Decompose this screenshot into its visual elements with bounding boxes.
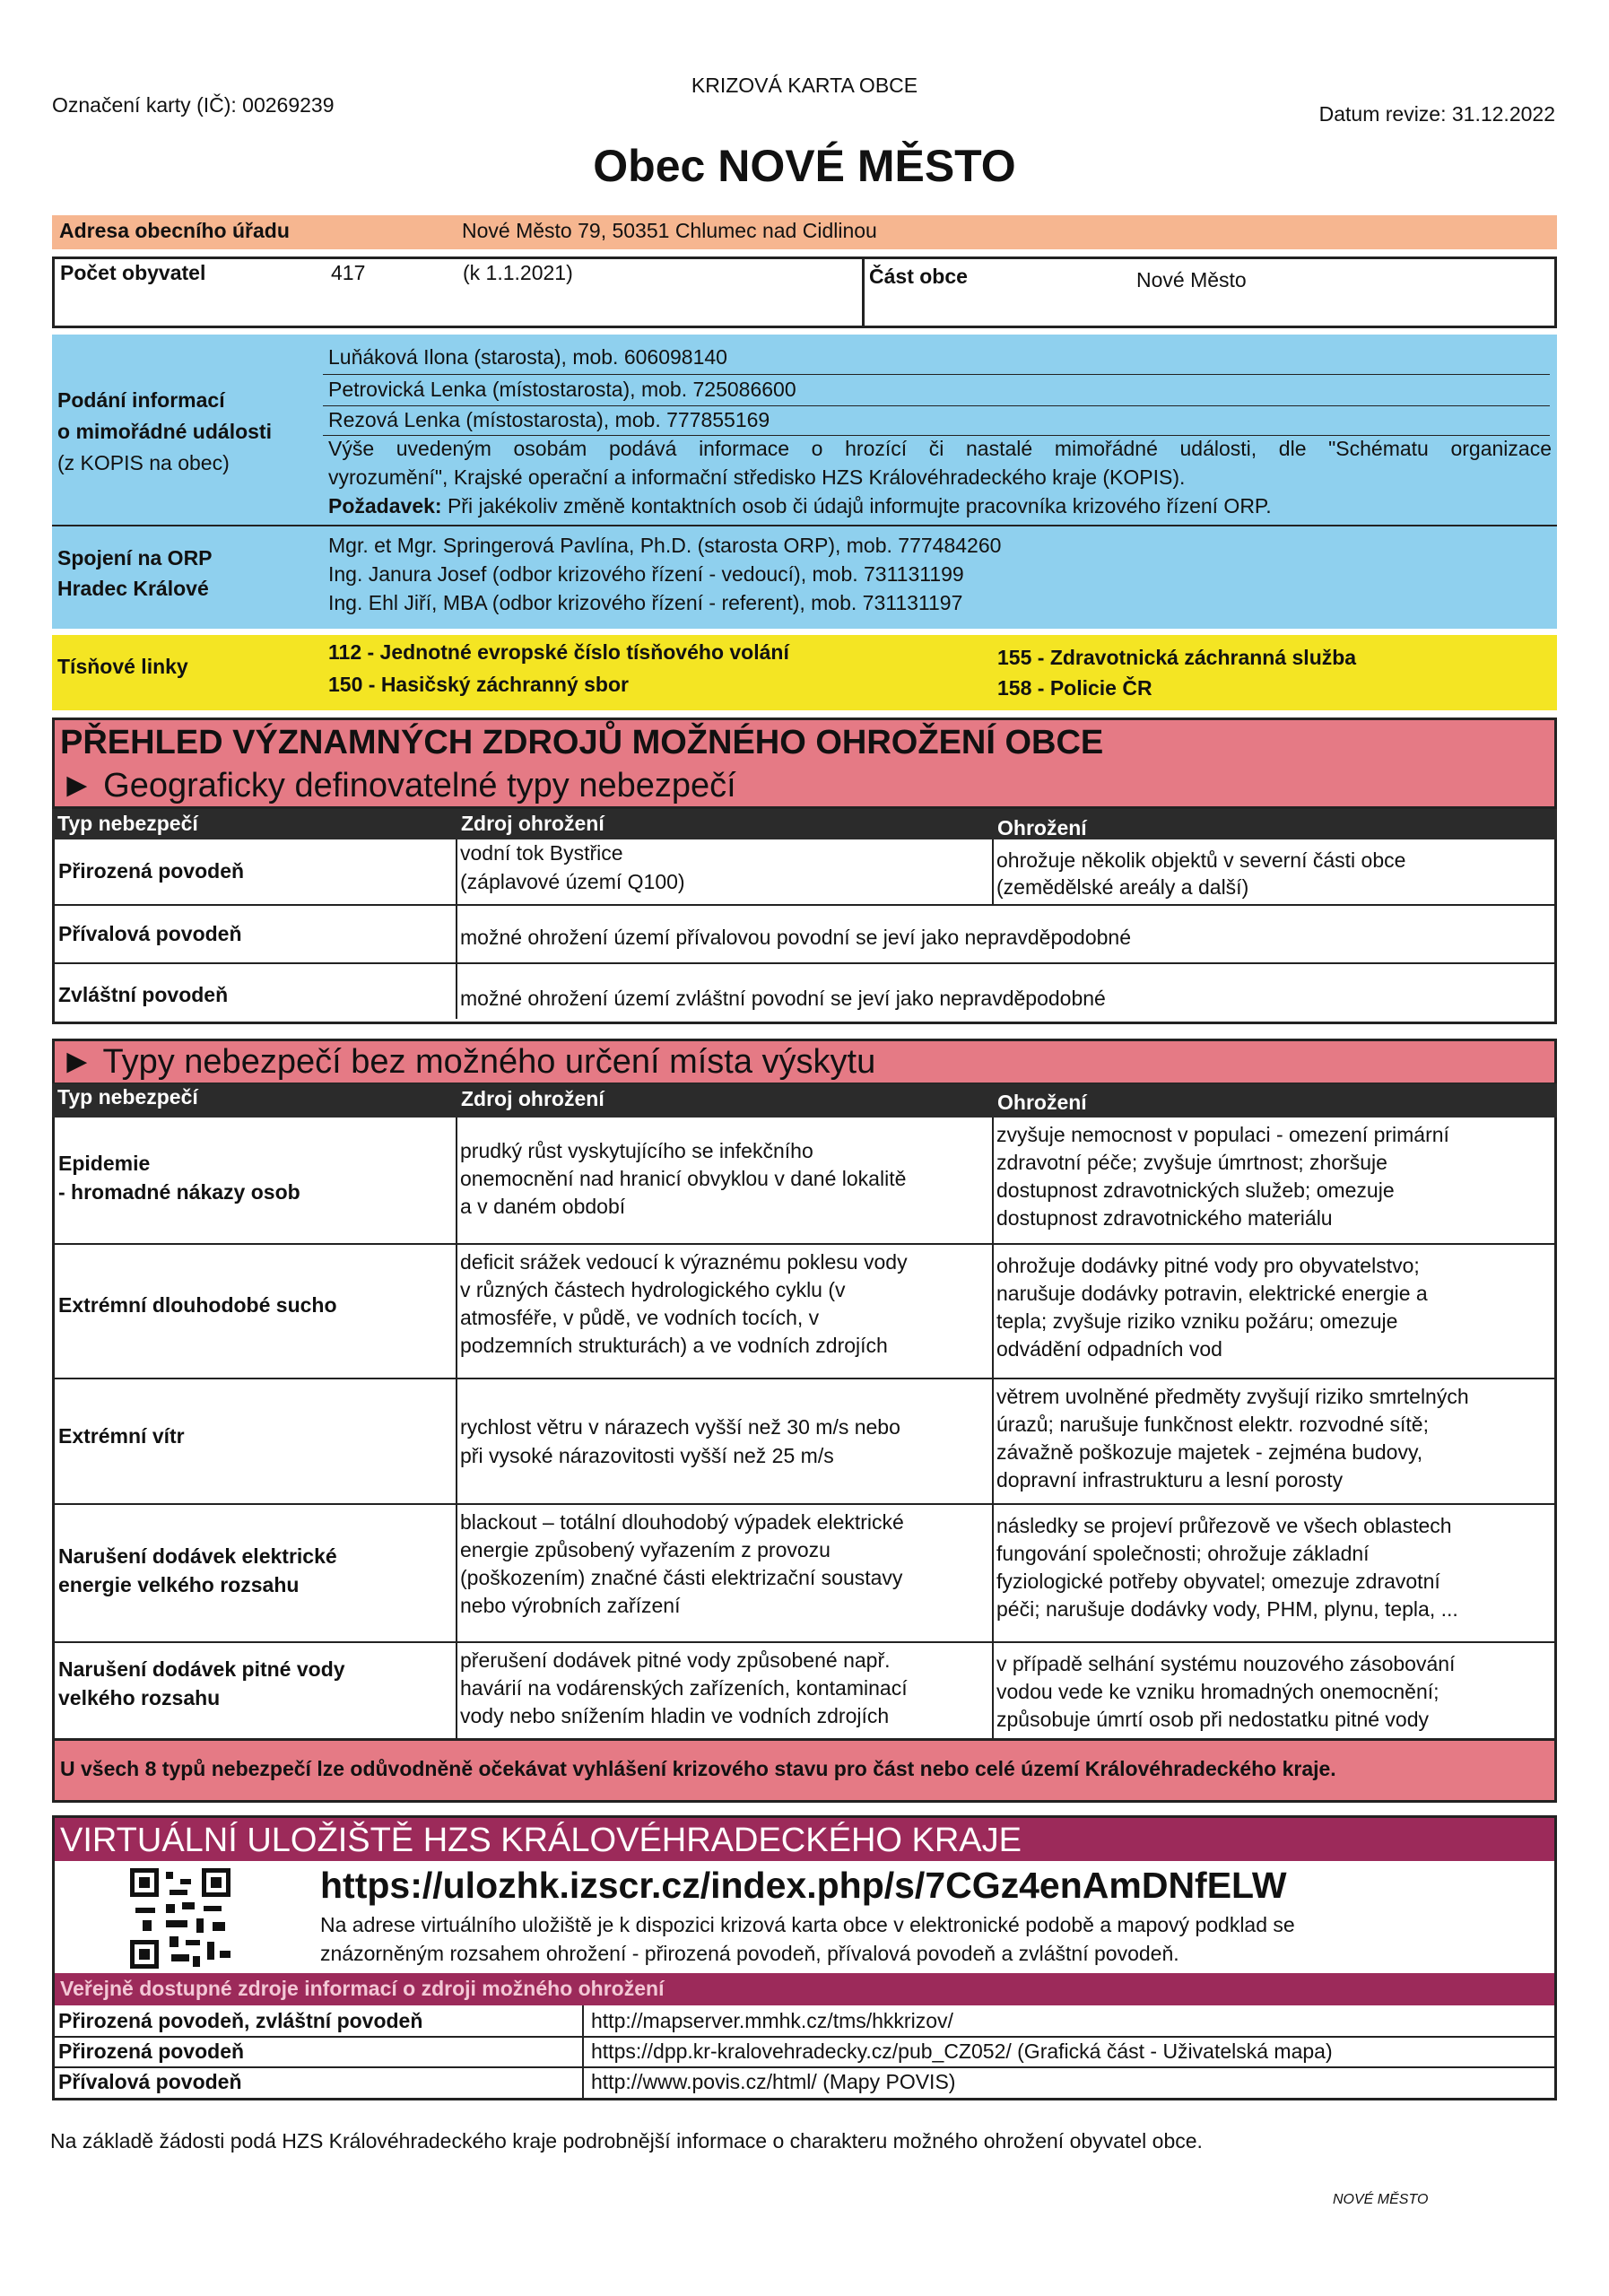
population-count: 417 bbox=[331, 261, 366, 284]
col-threat: Ohrožení bbox=[997, 1091, 1087, 1114]
nonloc-threat: fyziologické potřeby obyvatel; omezuje zdravotní bbox=[996, 1570, 1440, 1593]
request-text: Při jakékoliv změně kontaktních osob či údajů informujte pracovníka krizového řízení ORP. bbox=[441, 494, 1272, 517]
nonloc-threat: fungování společnosti; ohrožuje základní bbox=[996, 1542, 1370, 1565]
address-value: Nové Město 79, 50351 Chlumec nad Cidlinou bbox=[462, 219, 877, 242]
col-source: Zdroj ohrožení bbox=[461, 1087, 604, 1110]
geo-source: vodní tok Bystřice bbox=[460, 841, 623, 865]
nonloc-threat: odvádění odpadních vod bbox=[996, 1337, 1222, 1361]
storage-box bbox=[52, 1815, 1557, 1977]
request-label: Požadavek: bbox=[328, 494, 442, 517]
divider bbox=[55, 1641, 1554, 1643]
geo-type: Přirozená povodeň bbox=[58, 859, 245, 883]
col-source: Zdroj ohrožení bbox=[461, 812, 604, 835]
nonloc-source: prudký růst vyskytujícího se infekčního bbox=[460, 1139, 813, 1162]
nonloc-type: - hromadné nákazy osob bbox=[58, 1180, 300, 1204]
population-box bbox=[52, 257, 1557, 328]
nonloc-threat: zvyšuje nemocnost v populaci - omezení primární bbox=[996, 1123, 1449, 1146]
reporting-label-line: Podání informací bbox=[57, 388, 225, 412]
divider bbox=[456, 1118, 457, 1738]
emergency-line: 112 - Jednotné evropské číslo tísňového volání bbox=[328, 640, 789, 664]
emergency-label: Tísňové linky bbox=[57, 655, 188, 678]
nonloc-threat: vodou vede ke vzniku hromadných onemocnění; bbox=[996, 1680, 1439, 1703]
orp-label bbox=[57, 543, 213, 604]
divider bbox=[55, 962, 1554, 964]
divider bbox=[862, 259, 865, 326]
col-type: Typ nebezpečí bbox=[57, 812, 198, 835]
storage-desc: Na adrese virtuálního uložiště je k dispozici krizová karta obce v elektronické podobě a mapový podklad se bbox=[320, 1913, 1295, 1936]
geo-source: (záplavové území Q100) bbox=[460, 870, 685, 893]
nonloc-source: (poškozením) značné části elektrizační soustavy bbox=[460, 1566, 903, 1589]
divider bbox=[55, 904, 1554, 906]
emergency-box bbox=[52, 635, 1557, 710]
col-threat: Ohrožení bbox=[997, 816, 1087, 839]
geo-threat: ohrožuje několik objektů v severní části obce bbox=[996, 848, 1406, 872]
nonloc-source: při vysoké nárazovitosti vyšší než 25 m/s bbox=[460, 1444, 834, 1467]
nonloc-threat: zdravotní péče; zvyšuje úmrtnost; zhoršuje bbox=[996, 1151, 1387, 1174]
overview-title: PŘEHLED VÝZNAMNÝCH ZDROJŮ MOŽNÉHO OHROŽENÍ OBCE bbox=[60, 724, 1104, 761]
sources-title: Veřejně dostupné zdroje informací o zdroji možného ohrožení bbox=[60, 1977, 665, 2000]
nonloc-source: energie způsobený vyřazením z provozu bbox=[460, 1538, 831, 1561]
divider bbox=[992, 839, 994, 904]
orp-label-line: Hradec Králové bbox=[57, 577, 209, 600]
divider bbox=[55, 1503, 1554, 1505]
part-value: Nové Město bbox=[1136, 268, 1247, 291]
page-title: Obec NOVÉ MĚSTO bbox=[593, 141, 1016, 191]
nonloc-source: rychlost větru v nárazech vyšší než 30 m/s nebo bbox=[460, 1415, 900, 1439]
orp-contact: Ing. Ehl Jiří, MBA (odbor krizového řízení - referent), mob. 731131197 bbox=[328, 591, 963, 614]
reporting-label-line: o mimořádné události bbox=[57, 420, 272, 443]
nonloc-threat: dostupnost zdravotnického materiálu bbox=[996, 1206, 1333, 1230]
nonloc-header bbox=[52, 1039, 1557, 1085]
reporting-note: Výše uvedeným osobám podává informace o hrozící či nastalé mimořádné události, dle "Schématu organizace bbox=[328, 437, 1552, 460]
document-type: KRIZOVÁ KARTA OBCE bbox=[691, 74, 918, 97]
geo-subtitle: ► Geograficky definovatelné typy nebezpečí bbox=[60, 767, 736, 804]
reporting-contact: Petrovická Lenka (místostarosta), mob. 725086600 bbox=[328, 378, 796, 401]
nonloc-source: a v daném období bbox=[460, 1195, 626, 1218]
address-row bbox=[52, 215, 1557, 249]
nonloc-source: podzemních strukturách) a ve vodních zdrojích bbox=[460, 1334, 888, 1357]
address-label: Adresa obecního úřadu bbox=[59, 219, 290, 242]
storage-title: VIRTUÁLNÍ ULOŽIŠTĚ HZS KRÁLOVÉHRADECKÉHO KRAJE bbox=[60, 1822, 1022, 1859]
storage-desc: znázorněným rozsahem ohrožení - přirozená povodeň, přívalová povodeň a zvláštní povodeň. bbox=[320, 1942, 1179, 1965]
geo-threat: (zemědělské areály a další) bbox=[996, 875, 1249, 899]
nonloc-threat: způsobuje úmrtí osob při nedostatku pitné vody bbox=[996, 1708, 1430, 1731]
nonloc-source: přerušení dodávek pitné vody způsobené např. bbox=[460, 1648, 891, 1672]
orp-label-line: Spojení na ORP bbox=[57, 546, 213, 570]
crisis-note: U všech 8 typů nebezpečí lze odůvodněně očekávat vyhlášení krizového stavu pro část nebo celé území Královéhradeckého kraje. bbox=[60, 1757, 1336, 1780]
source-label: Přirozená povodeň bbox=[58, 2039, 245, 2063]
revision-date: Datum revize: 31.12.2022 bbox=[1318, 102, 1555, 126]
nonloc-type: Extrémní dlouhodobé sucho bbox=[58, 1293, 337, 1317]
nonloc-source: atmosféře, v půdě, ve vodních tocích, v bbox=[460, 1306, 820, 1329]
nonloc-threat: v případě selhání systému nouzového zásobování bbox=[996, 1652, 1456, 1675]
nonloc-source: havárií na vodárenských zařízeních, kontaminací bbox=[460, 1676, 908, 1700]
storage-url[interactable]: https://ulozhk.izscr.cz/index.php/s/7CGz4enAmDNfELW bbox=[320, 1865, 1287, 1906]
nonloc-threat: narušuje dodávky potravin, elektrické energie a bbox=[996, 1282, 1428, 1305]
nonloc-source: vody nebo snížením hladin ve vodních zdrojích bbox=[460, 1704, 890, 1727]
source-link[interactable]: http://www.povis.cz/html/ (Mapy POVIS) bbox=[591, 2070, 956, 2093]
nonloc-threat: větrem uvolněné předměty zvyšují riziko smrtelných bbox=[996, 1385, 1469, 1408]
nonloc-source: blackout – totální dlouhodobý výpadek elektrické bbox=[460, 1510, 904, 1534]
divider bbox=[55, 1378, 1554, 1379]
nonloc-source: deficit srážek vedoucí k výraznému poklesu vody bbox=[460, 1250, 908, 1274]
nonloc-threat: závažně poškozuje majetek - zejména budovy, bbox=[996, 1440, 1423, 1464]
qr-code-icon bbox=[130, 1868, 230, 1969]
geo-table bbox=[52, 839, 1557, 1024]
part-label: Část obce bbox=[869, 265, 968, 288]
nonloc-type: velkého rozsahu bbox=[58, 1686, 221, 1709]
geo-type: Přívalová povodeň bbox=[58, 922, 242, 945]
nonloc-threat: péči; narušuje dodávky vody, PHM, plynu, tepla, ... bbox=[996, 1597, 1458, 1621]
nonloc-threat: tepla; zvyšuje riziko vzniku požáru; omezuje bbox=[996, 1309, 1398, 1333]
overview-header bbox=[52, 718, 1557, 809]
nonloc-source: onemocnění nad hranicí obvyklou v dané lokalitě bbox=[460, 1167, 907, 1190]
col-type: Typ nebezpečí bbox=[57, 1085, 198, 1109]
divider bbox=[992, 1118, 994, 1738]
nonloc-type: Extrémní vítr bbox=[58, 1424, 185, 1448]
geo-type: Zvláštní povodeň bbox=[58, 983, 229, 1006]
divider bbox=[456, 839, 457, 1019]
emergency-line: 158 - Policie ČR bbox=[997, 676, 1152, 700]
geo-span: možné ohrožení území zvláštní povodní se jeví jako nepravděpodobné bbox=[460, 987, 1106, 1010]
nonloc-source: nebo výrobních zařízení bbox=[460, 1594, 681, 1617]
card-id: Označení karty (IČ): 00269239 bbox=[52, 93, 335, 117]
sources-table bbox=[52, 2005, 1557, 2100]
nonloc-threat: dostupnost zdravotnických služeb; omezuje bbox=[996, 1178, 1395, 1202]
page-mark: NOVÉ MĚSTO bbox=[1333, 2192, 1429, 2207]
geo-table-header bbox=[52, 809, 1557, 839]
divider bbox=[55, 1243, 1554, 1245]
nonloc-type: Narušení dodávek pitné vody bbox=[58, 1657, 345, 1681]
reporting-contact: Rezová Lenka (místostarosta), mob. 777855169 bbox=[328, 408, 770, 431]
reporting-note: vyrozumění", Krajské operační a informační středisko HZS Královéhradeckého kraje (KOPIS). bbox=[328, 465, 1186, 489]
nonloc-threat: ohrožuje dodávky pitné vody pro obyvatelstvo; bbox=[996, 1254, 1420, 1277]
reporting-contact: Luňáková Ilona (starosta), mob. 606098140 bbox=[328, 345, 727, 369]
nonloc-source: v různých částech hydrologického cyklu (v bbox=[460, 1278, 846, 1301]
reporting-label bbox=[57, 385, 272, 479]
nonloc-subtitle: ► Typy nebezpečí bez možného určení místa výskytu bbox=[60, 1043, 876, 1081]
nonloc-threat: dopravní infrastrukturu a lesní porosty bbox=[996, 1468, 1344, 1492]
source-link[interactable]: http://mapserver.mmhk.cz/tms/hkkrizov/ bbox=[591, 2009, 953, 2032]
geo-span: možné ohrožení území přívalovou povodní se jeví jako nepravděpodobné bbox=[460, 926, 1131, 949]
nonloc-type: Epidemie bbox=[58, 1152, 151, 1175]
nonloc-type: Narušení dodávek elektrické bbox=[58, 1544, 337, 1568]
nonloc-table-header bbox=[52, 1083, 1557, 1118]
reporting-label-line: (z KOPIS na obec) bbox=[57, 451, 230, 474]
nonloc-table bbox=[52, 1118, 1557, 1738]
emergency-line: 150 - Hasičský záchranný sbor bbox=[328, 673, 629, 696]
source-label: Přirozená povodeň, zvláštní povodeň bbox=[58, 2009, 423, 2032]
nonloc-type: energie velkého rozsahu bbox=[58, 1573, 300, 1596]
nonloc-threat: úrazů; narušuje funkčnost elektr. rozvodné sítě; bbox=[996, 1413, 1429, 1436]
reporting-request bbox=[328, 492, 1272, 519]
population-label: Počet obyvatel bbox=[60, 261, 206, 284]
orp-contact: Ing. Janura Josef (odbor krizového řízení - vedoucí), mob. 731131199 bbox=[328, 562, 964, 586]
sources-header bbox=[52, 1973, 1557, 2005]
emergency-line: 155 - Zdravotnická záchranná služba bbox=[997, 646, 1357, 669]
nonloc-threat: následky se projeví průřezově ve všech oblastech bbox=[996, 1514, 1452, 1537]
storage-header bbox=[55, 1818, 1554, 1861]
orp-box bbox=[52, 526, 1557, 629]
source-label: Přívalová povodeň bbox=[58, 2070, 242, 2093]
crisis-note-box bbox=[52, 1738, 1557, 1803]
population-date: (k 1.1.2021) bbox=[463, 261, 573, 284]
orp-contact: Mgr. et Mgr. Springerová Pavlína, Ph.D. (starosta ORP), mob. 777484260 bbox=[328, 534, 1002, 557]
divider bbox=[323, 374, 1550, 375]
divider bbox=[582, 2005, 584, 2098]
footer-note: Na základě žádosti podá HZS Královéhradeckého kraje podrobnější informace o charakteru možného ohrožení obyvatel obce. bbox=[50, 2129, 1203, 2152]
source-link[interactable]: https://dpp.kr-kralovehradecky.cz/pub_CZ052/ (Grafická část - Uživatelská mapa) bbox=[591, 2039, 1333, 2063]
